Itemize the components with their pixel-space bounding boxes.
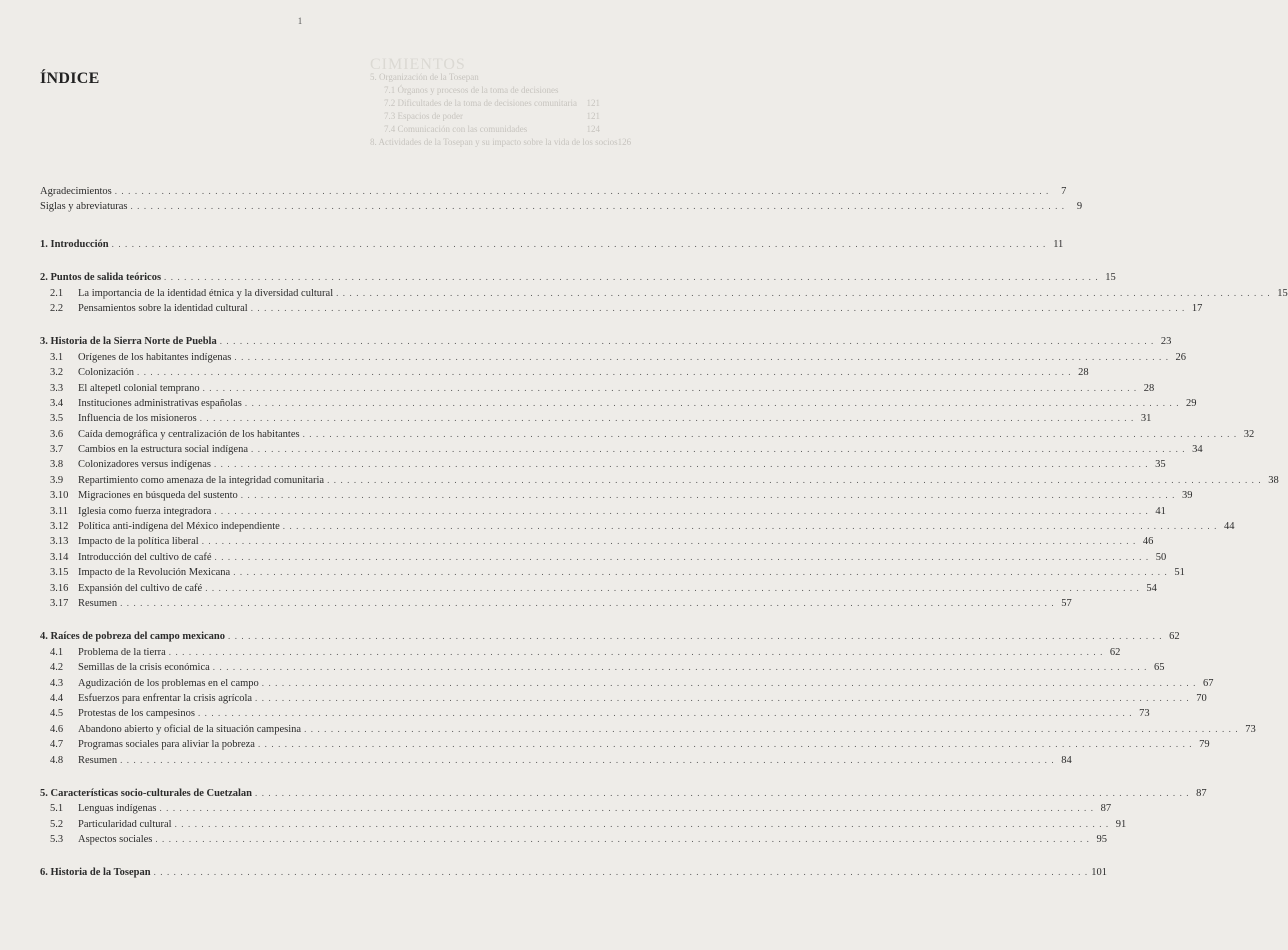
section-entry — [40, 442, 1203, 457]
dot-leader: . . . . . . . . . . . . . . . . . . . . . . . . . . . . . . . . . . . . . . . . . . . . . . . . . . . . . . . . . . . . . . . . . . . . . . . . . . . . . . . . . . . . . . . . . . . . . . . . . . . . . . . . . . . . . . . . . . . . . . . . . . . . . . . . . . . . . . . . . . . . — [250, 302, 1186, 313]
entry-label: 2. Puntos de salida teóricos — [40, 272, 162, 284]
section-number: 3.16 — [50, 582, 69, 594]
dot-leader: . . . . . . . . . . . . . . . . . . . . . . . . . . . . . . . . . . . . . . . . . . . . . . . . . . . . . . . . . . . . . . . . . . . . . . . . . . . . . . . . . . . . . . . . . . . . . . . . . . . . . . . . . . . . . . . . . . . . . . . . . . . . . . . . . . . . . . . . . . . . — [214, 505, 1149, 516]
page-number-ref: 46 — [1142, 536, 1154, 548]
entry-label: Iglesia como fuerza integradora — [78, 505, 212, 517]
page-number-ref: 29 — [1186, 397, 1197, 409]
bleed-through-heading: CIMIENTOS — [370, 56, 466, 73]
page-number-ref: 28 — [1078, 367, 1089, 379]
section-number: 4.7 — [50, 739, 64, 751]
section-number: 3.17 — [50, 597, 69, 609]
page-number-ref: 62 — [1109, 646, 1121, 658]
section-entry — [40, 381, 1155, 396]
section-number: 5.1 — [50, 803, 64, 815]
chapter-entry — [40, 865, 1107, 880]
page-number-ref: 87 — [1196, 787, 1207, 799]
section-entry — [40, 817, 1127, 832]
bleed-through-line-text: 5. Organización de la Tosepan — [370, 72, 479, 82]
dot-leader: . . . . . . . . . . . . . . . . . . . . . . . . . . . . . . . . . . . . . . . . . . . . . . . . . . . . . . . . . . . . . . . . . . . . . . . . . . . . . . . . . . . . . . . . . . . . . . . . . . . . . . . . . . . . . . . . . . . . . . . . . . . . . . . . . . . . . . . . . . . . — [153, 867, 1089, 878]
section-number: 3.4 — [50, 397, 64, 409]
section-spacer — [40, 847, 541, 865]
page-number-ref: 26 — [1175, 351, 1187, 363]
section-number: 3.9 — [50, 474, 64, 486]
table-of-contents — [40, 184, 1288, 881]
section-entry — [40, 596, 1072, 611]
page-number-ref: 44 — [1223, 521, 1235, 533]
page-number-ref: 32 — [1243, 428, 1255, 440]
dot-leader: . . . . . . . . . . . . . . . . . . . . . . . . . . . . . . . . . . . . . . . . . . . . . . . . . . . . . . . . . . . . . . . . . . . . . . . . . . . . . . . . . . . . . . . . . . . . . . . . . . . . . . . . . . . . . . . . . . . . . . . . . . . . . . . . . . . . . . . . . . . . — [244, 397, 1180, 408]
bleed-through-line — [370, 97, 600, 110]
section-entry — [40, 534, 1154, 549]
section-entry — [40, 411, 1152, 426]
chapter-entry — [40, 237, 1064, 252]
bleed-through-line-text: 7.4 Comunicación con las comunidades — [384, 124, 528, 134]
bleed-through-text — [370, 56, 632, 149]
entry-label: La importancia de la identidad étnica y la diversidad cultural — [78, 287, 334, 299]
dot-leader: . . . . . . . . . . . . . . . . . . . . . . . . . . . . . . . . . . . . . . . . . . . . . . . . . . . . . . . . . . . . . . . . . . . . . . . . . . . . . . . . . . . . . . . . . . . . . . . . . . . . . . . . . . . . . . . . . . . . . . . . . . . . . . . . . . . . . . . . . . . . — [219, 336, 1155, 347]
dot-leader: . . . . . . . . . . . . . . . . . . . . . . . . . . . . . . . . . . . . . . . . . . . . . . . . . . . . . . . . . . . . . . . . . . . . . . . . . . . . . . . . . . . . . . . . . . . . . . . . . . . . . . . . . . . . . . . . . . . . . . . . . . . . . . . . . . . . . . . . . . . . — [174, 818, 1110, 829]
entry-label: Siglas y abreviaturas — [40, 201, 128, 213]
bleed-through-line — [370, 123, 600, 136]
entry-label: Instituciones administrativas españolas — [78, 397, 242, 409]
dot-leader: . . . . . . . . . . . . . . . . . . . . . . . . . . . . . . . . . . . . . . . . . . . . . . . . . . . . . . . . . . . . . . . . . . . . . . . . . . . . . . . . . . . . . . . . . . . . . . . . . . . . . . . . . . . . . . . . . . . . . . . . . . . . . . . . . . . . . . . . . . . . — [255, 787, 1190, 798]
page-number-ref: 15 — [1277, 287, 1288, 299]
section-entry — [40, 286, 1288, 301]
entry-label: Impacto de la Revolución Mexicana — [78, 567, 231, 579]
page-number-ref: 84 — [1061, 754, 1072, 766]
entry-label: Problema de la tierra — [78, 646, 166, 658]
page-number-ref: 65 — [1153, 662, 1165, 674]
section-number: 3.3 — [50, 382, 64, 394]
bleed-through-line-text: 7.3 Espacios de poder — [384, 111, 463, 121]
entry-label: 3. Historia de la Sierra Norte de Puebla — [40, 336, 217, 348]
dot-leader: . . . . . . . . . . . . . . . . . . . . . . . . . . . . . . . . . . . . . . . . . . . . . . . . . . . . . . . . . . . . . . . . . . . . . . . . . . . . . . . . . . . . . . . . . . . . . . . . . . . . . . . . . . . . . . . . . . . . . . . . . . . . . . . . . . . . . . . . . . . . — [228, 631, 1163, 642]
dot-leader: . . . . . . . . . . . . . . . . . . . . . . . . . . . . . . . . . . . . . . . . . . . . . . . . . . . . . . . . . . . . . . . . . . . . . . . . . . . . . . . . . . . . . . . . . . . . . . . . . . . . . . . . . . . . . . . . . . . . . . . . . . . . . . . . . . . . . . . . . . . . — [257, 739, 1193, 750]
page-number-ref: 54 — [1146, 582, 1157, 594]
dot-leader: . . . . . . . . . . . . . . . . . . . . . . . . . . . . . . . . . . . . . . . . . . . . . . . . . . . . . . . . . . . . . . . . . . . . . . . . . . . . . . . . . . . . . . . . . . . . . . . . . . . . . . . . . . . . . . . . . . . . . . . . . . . . . . . . . . . . . . . . . . . . — [282, 521, 1218, 532]
section-number: 3.7 — [50, 444, 64, 456]
section-number: 3.14 — [50, 551, 69, 563]
section-number: 4.2 — [50, 662, 64, 674]
bleed-through-line-text: 7.2 Dificultades de la toma de decisiones comunitaria — [384, 98, 577, 108]
page-number: 1 — [297, 16, 303, 26]
section-spacer — [40, 611, 541, 629]
page-number-ref: 7 — [1061, 186, 1067, 197]
page-number-ref: 57 — [1061, 597, 1072, 609]
dot-leader: . . . . . . . . . . . . . . . . . . . . . . . . . . . . . . . . . . . . . . . . . . . . . . . . . . . . . . . . . . . . . . . . . . . . . . . . . . . . . . . . . . . . . . . . . . . . . . . . . . . . . . . . . . . . . . . . . . . . . . . . . . . . . . . . . . . . . . . . . . . . — [205, 582, 1140, 593]
entry-label: Migraciones en búsqueda del sustento — [78, 490, 238, 502]
section-number: 3.13 — [50, 536, 69, 548]
entry-label: Semillas de la crisis económica — [78, 662, 210, 674]
section-number: 3.6 — [50, 428, 64, 440]
section-number: 4.8 — [50, 754, 64, 766]
entry-label: Agudización de los problemas en el campo — [78, 677, 259, 689]
front-matter-entry — [40, 184, 1067, 199]
page-number-ref: 41 — [1155, 505, 1166, 517]
entry-label: Repartimiento como amenaza de la integridad comunitaria — [78, 474, 325, 486]
dot-leader: . . . . . . . . . . . . . . . . . . . . . . . . . . . . . . . . . . . . . . . . . . . . . . . . . . . . . . . . . . . . . . . . . . . . . . . . . . . . . . . . . . . . . . . . . . . . . . . . . . . . . . . . . . . . . . . . . . . . . . . . . . . . . . . . . . . . . . . . . . . . — [120, 754, 1055, 765]
page-number-ref: 9 — [1076, 201, 1083, 213]
page-number-ref: 95 — [1096, 834, 1108, 846]
dot-leader: . . . . . . . . . . . . . . . . . . . . . . . . . . . . . . . . . . . . . . . . . . . . . . . . . . . . . . . . . . . . . . . . . . . . . . . . . . . . . . . . . . . . . . . . . . . . . . . . . . . . . . . . . . . . . . . . . . . . . . . . . . . . . . . . . . . . . . . . . . . . — [164, 272, 1099, 283]
section-entry — [40, 706, 1150, 721]
dot-leader: . . . . . . . . . . . . . . . . . . . . . . . . . . . . . . . . . . . . . . . . . . . . . . . . . . . . . . . . . . . . . . . . . . . . . . . . . . . . . . . . . . . . . . . . . . . . . . . . . . . . . . . . . . . . . . . . . . . . . . . . . . . . . . . . . . . . . . . . . . . . — [212, 662, 1148, 673]
dot-leader: . . . . . . . . . . . . . . . . . . . . . . . . . . . . . . . . . . . . . . . . . . . . . . . . . . . . . . . . . . . . . . . . . . . . . . . . . . . . . . . . . . . . . . . . . . . . . . . . . . . . . . . . . . . . . . . . . . . . . . . . . . . . . . . . . . . . . . . . . . . . — [213, 459, 1149, 470]
page-number-ref: 70 — [1196, 692, 1207, 704]
section-number: 3.8 — [50, 459, 64, 471]
entry-label: Resumen — [78, 597, 118, 609]
section-number: 5.3 — [50, 834, 64, 846]
dot-leader: . . . . . . . . . . . . . . . . . . . . . . . . . . . . . . . . . . . . . . . . . . . . . . . . . . . . . . . . . . . . . . . . . . . . . . . . . . . . . . . . . . . . . . . . . . . . . . . . . . . . . . . . . . . . . . . . . . . . . . . . . . . . . . . . . . . . . . . . . . . . — [120, 597, 1055, 608]
section-entry — [40, 457, 1166, 472]
chapter-entry — [40, 786, 1207, 801]
dot-leader: . . . . . . . . . . . . . . . . . . . . . . . . . . . . . . . . . . . . . . . . . . . . . . . . . . . . . . . . . . . . . . . . . . . . . . . . . . . . . . . . . . . . . . . . . . . . . . . . . . . . . . . . . . . . . . . . . . . . . . . . . . . . . . . . . . . . . . . . . . . . — [197, 708, 1133, 719]
dot-leader: . . . . . . . . . . . . . . . . . . . . . . . . . . . . . . . . . . . . . . . . . . . . . . . . . . . . . . . . . . . . . . . . . . . . . . . . . . . . . . . . . . . . . . . . . . . . . . . . . . . . . . . . . . . . . . . . . . . . . . . . . . . . . . . . . . . . . . . . . . . . — [214, 551, 1150, 562]
page-number-ref: 73 — [1139, 708, 1150, 720]
entry-label: Pensamientos sobre la identidad cultural — [78, 302, 248, 314]
page-number-ref: 11 — [1053, 238, 1064, 250]
bleed-through-line — [370, 136, 632, 149]
entry-label: Aspectos sociales — [78, 834, 153, 846]
dot-leader: . . . . . . . . . . . . . . . . . . . . . . . . . . . . . . . . . . . . . . . . . . . . . . . . . . . . . . . . . . . . . . . . . . . . . . . . . . . . . . . . . . . . . . . . . . . . . . . . . . . . . . . . . . . . . . . . . . . . . . . . . . . . . . . . . . . . . . . . . . . . — [130, 201, 1066, 212]
entry-label: Cambios en la estructura social indígena — [78, 444, 248, 456]
section-spacer — [40, 252, 541, 270]
entry-label: 5. Características socio-culturales de Cuetzalan — [40, 787, 252, 799]
section-entry — [40, 676, 1214, 691]
entry-label: Colonizadores versus indígenas — [78, 459, 211, 471]
page-number-ref: 50 — [1155, 551, 1167, 563]
page-number-ref: 91 — [1115, 818, 1127, 830]
section-entry — [40, 519, 1235, 534]
dot-leader: . . . . . . . . . . . . . . . . . . . . . . . . . . . . . . . . . . . . . . . . . . . . . . . . . . . . . . . . . . . . . . . . . . . . . . . . . . . . . . . . . . . . . . . . . . . . . . . . . . . . . . . . . . . . . . . . . . . . . . . . . . . . . . . . . . . . . . . . . . . . — [137, 367, 1072, 378]
dot-leader: . . . . . . . . . . . . . . . . . . . . . . . . . . . . . . . . . . . . . . . . . . . . . . . . . . . . . . . . . . . . . . . . . . . . . . . . . . . . . . . . . . . . . . . . . . . . . . . . . . . . . . . . . . . . . . . . . . . . . . . . . . . . . . . . . . . . . . . . . . . . — [336, 287, 1271, 298]
bleed-through-line-page: 126 — [617, 137, 632, 147]
bleed-through-line-page: 124 — [586, 124, 600, 134]
dot-leader: . . . . . . . . . . . . . . . . . . . . . . . . . . . . . . . . . . . . . . . . . . . . . . . . . . . . . . . . . . . . . . . . . . . . . . . . . . . . . . . . . . . . . . . . . . . . . . . . . . . . . . . . . . . . . . . . . . . . . . . . . . . . . . . . . . . . . . . . . . . . — [304, 723, 1239, 734]
section-entry — [40, 753, 1072, 768]
dot-leader: . . . . . . . . . . . . . . . . . . . . . . . . . . . . . . . . . . . . . . . . . . . . . . . . . . . . . . . . . . . . . . . . . . . . . . . . . . . . . . . . . . . . . . . . . . . . . . . . . . . . . . . . . . . . . . . . . . . . . . . . . . . . . . . . . . . . . . . . . . . . — [155, 834, 1091, 845]
bleed-through-line-text: 8. Actividades de la Tosepan y su impacto sobre la vida de los socios — [370, 137, 618, 147]
section-entry — [40, 801, 1112, 816]
entry-label: Programas sociales para aliviar la pobreza — [78, 739, 255, 751]
page-number-ref: 28 — [1143, 382, 1155, 394]
section-entry — [40, 832, 1108, 847]
section-entry — [40, 350, 1187, 365]
section-entry — [40, 504, 1166, 519]
bleed-through-line — [370, 110, 600, 123]
page-number-ref: 51 — [1174, 567, 1185, 579]
entry-label: Lenguas indígenas — [78, 803, 157, 815]
section-entry — [40, 645, 1121, 660]
section-entry — [40, 691, 1207, 706]
section-number: 4.1 — [50, 646, 64, 658]
section-entry — [40, 396, 1197, 411]
page-number-ref: 38 — [1268, 474, 1279, 486]
entry-label: 4. Raíces de pobreza del campo mexicano — [40, 631, 225, 643]
section-number: 3.5 — [50, 413, 64, 425]
entry-label: Caída demográfica y centralización de los habitantes — [78, 428, 300, 440]
page-number-ref: 15 — [1105, 272, 1116, 284]
page-number-ref: 101 — [1091, 867, 1107, 879]
section-entry — [40, 488, 1193, 503]
section-number: 3.1 — [50, 351, 64, 363]
entry-label: Particularidad cultural — [78, 818, 172, 830]
entry-label: El altepetl colonial temprano — [78, 382, 200, 394]
front-matter-entry — [40, 199, 1083, 214]
entry-label: Introducción del cultivo de café — [78, 551, 212, 563]
section-number: 3.12 — [50, 521, 69, 533]
section-number: 5.2 — [50, 818, 64, 830]
dot-leader: . . . . . . . . . . . . . . . . . . . . . . . . . . . . . . . . . . . . . . . . . . . . . . . . . . . . . . . . . . . . . . . . . . . . . . . . . . . . . . . . . . . . . . . . . . . . . . . . . . . . . . . . . . . . . . . . . . . . . . . . . . . . . . . . . . . . . . . . . . . . — [202, 382, 1138, 393]
entry-label: Política anti-indígena del México independiente — [78, 521, 280, 533]
dot-leader: . . . . . . . . . . . . . . . . . . . . . . . . . . . . . . . . . . . . . . . . . . . . . . . . . . . . . . . . . . . . . . . . . . . . . . . . . . . . . . . . . . . . . . . . . . . . . . . . . . . . . . . . . . . . . . . . . . . . . . . . . . . . . . . . . . . . . . . . . . . . — [233, 567, 1168, 578]
section-entry — [40, 365, 1089, 380]
bleed-through-line-page: 121 — [586, 111, 600, 121]
section-entry — [40, 581, 1157, 596]
index-title: ÍNDICE — [40, 70, 100, 87]
dot-leader: . . . . . . . . . . . . . . . . . . . . . . . . . . . . . . . . . . . . . . . . . . . . . . . . . . . . . . . . . . . . . . . . . . . . . . . . . . . . . . . . . . . . . . . . . . . . . . . . . . . . . . . . . . . . . . . . . . . . . . . . . . . . . . . . . . . . . . . . . . . . — [240, 490, 1176, 501]
chapter-entry — [40, 629, 1180, 644]
section-number: 3.11 — [50, 505, 68, 517]
dot-leader: . . . . . . . . . . . . . . . . . . . . . . . . . . . . . . . . . . . . . . . . . . . . . . . . . . . . . . . . . . . . . . . . . . . . . . . . . . . . . . . . . . . . . . . . . . . . . . . . . . . . . . . . . . . . . . . . . . . . . . . . . . . . . . . . . . . . . . . . . . . . — [159, 803, 1095, 814]
section-number: 2.2 — [50, 302, 64, 314]
page-number-ref: 34 — [1192, 444, 1203, 456]
front-matter-list — [40, 184, 1083, 215]
section-entry — [40, 427, 1255, 442]
page-number-ref: 35 — [1155, 459, 1166, 471]
bleed-through-line-page: 121 — [586, 98, 600, 108]
section-entry — [40, 473, 1279, 488]
section-entry — [40, 722, 1256, 737]
dot-leader: . . . . . . . . . . . . . . . . . . . . . . . . . . . . . . . . . . . . . . . . . . . . . . . . . . . . . . . . . . . . . . . . . . . . . . . . . . . . . . . . . . . . . . . . . . . . . . . . . . . . . . . . . . . . . . . . . . . . . . . . . . . . . . . . . . . . . . . . . . . . — [261, 677, 1197, 688]
section-number: 4.6 — [50, 723, 64, 735]
chapter-entry — [40, 270, 1116, 285]
entry-label: Protestas de los campesinos — [78, 708, 195, 720]
entry-label: 6. Historia de la Tosepan — [40, 867, 151, 879]
bleed-through-line — [370, 84, 600, 97]
entry-label: Expansión del cultivo de café — [78, 582, 203, 594]
dot-leader: . . . . . . . . . . . . . . . . . . . . . . . . . . . . . . . . . . . . . . . . . . . . . . . . . . . . . . . . . . . . . . . . . . . . . . . . . . . . . . . . . . . . . . . . . . . . . . . . . . . . . . . . . . . . . . . . . . . . . . . . . . . . . . . . . . . . . . . . . . . . — [111, 238, 1047, 249]
section-number: 3.10 — [50, 490, 69, 502]
section-number: 2.1 — [50, 287, 64, 299]
chapter-entry — [40, 334, 1172, 349]
entry-label: 1. Introducción — [40, 238, 109, 250]
entry-label: Abandono abierto y oficial de la situación campesina — [78, 723, 302, 735]
dot-leader: . . . . . . . . . . . . . . . . . . . . . . . . . . . . . . . . . . . . . . . . . . . . . . . . . . . . . . . . . . . . . . . . . . . . . . . . . . . . . . . . . . . . . . . . . . . . . . . . . . . . . . . . . . . . . . . . . . . . . . . . . . . . . . . . . . . . . . . . . . . . — [199, 413, 1135, 424]
dot-leader: . . . . . . . . . . . . . . . . . . . . . . . . . . . . . . . . . . . . . . . . . . . . . . . . . . . . . . . . . . . . . . . . . . . . . . . . . . . . . . . . . . . . . . . . . . . . . . . . . . . . . . . . . . . . . . . . . . . . . . . . . . . . . . . . . . . . . . . . . . . . — [201, 536, 1137, 547]
section-number: 3.2 — [50, 367, 64, 379]
entry-label: Influencia de los misioneros — [78, 413, 197, 425]
section-entry — [40, 550, 1167, 565]
section-spacer — [40, 316, 541, 334]
dot-leader: . . . . . . . . . . . . . . . . . . . . . . . . . . . . . . . . . . . . . . . . . . . . . . . . . . . . . . . . . . . . . . . . . . . . . . . . . . . . . . . . . . . . . . . . . . . . . . . . . . . . . . . . . . . . . . . . . . . . . . . . . . . . . . . . . . . . . . . . . . . . — [168, 646, 1104, 657]
section-entry — [40, 301, 1203, 316]
section-number: 3.15 — [50, 567, 69, 579]
page-number-ref: 23 — [1160, 336, 1172, 348]
dot-leader: . . . . . . . . . . . . . . . . . . . . . . . . . . . . . . . . . . . . . . . . . . . . . . . . . . . . . . . . . . . . . . . . . . . . . . . . . . . . . . . . . . . . . . . . . . . . . . . . . . . . . . . . . . . . . . . . . . . . . . . . . . . . . . . . . . . . . . . . . . . . — [234, 351, 1170, 362]
page-number-ref: 87 — [1100, 803, 1112, 815]
dot-leader: . . . . . . . . . . . . . . . . . . . . . . . . . . . . . . . . . . . . . . . . . . . . . . . . . . . . . . . . . . . . . . . . . . . . . . . . . . . . . . . . . . . . . . . . . . . . . . . . . . . . . . . . . . . . . . . . . . . . . . . . . . . . . . . . . . . . . . . . . . . . — [327, 474, 1262, 485]
entry-label: Esfuerzos para enfrentar la crisis agrícola — [78, 692, 253, 704]
section-number: 4.4 — [50, 692, 64, 704]
entry-label: Colonización — [78, 367, 134, 379]
section-entry — [40, 565, 1185, 580]
entry-label: Agradecimientos — [40, 186, 112, 197]
page-number-ref: 62 — [1169, 631, 1180, 643]
entry-label: Impacto de la política liberal — [78, 536, 199, 548]
dot-leader: . . . . . . . . . . . . . . . . . . . . . . . . . . . . . . . . . . . . . . . . . . . . . . . . . . . . . . . . . . . . . . . . . . . . . . . . . . . . . . . . . . . . . . . . . . . . . . . . . . . . . . . . . . . . . . . . . . . . . . . . . . . . . . . . . . . . . . . . . . . . — [251, 444, 1186, 455]
entry-label: Orígenes de los habitantes indígenas — [78, 351, 232, 363]
page-number-ref: 73 — [1245, 723, 1256, 735]
page-number-ref: 31 — [1140, 413, 1152, 425]
section-number: 4.5 — [50, 708, 64, 720]
chapter-list — [40, 237, 1288, 881]
dot-leader: . . . . . . . . . . . . . . . . . . . . . . . . . . . . . . . . . . . . . . . . . . . . . . . . . . . . . . . . . . . . . . . . . . . . . . . . . . . . . . . . . . . . . . . . . . . . . . . . . . . . . . . . . . . . . . . . . . . . . . . . . . . . . . . . . . . . . . . . . . . . — [255, 692, 1190, 703]
entry-label: Resumen — [78, 754, 118, 766]
bleed-through-line-text: 7.1 Órganos y procesos de la toma de decisiones — [384, 85, 559, 95]
page-number-ref: 39 — [1181, 490, 1193, 502]
section-entry — [40, 737, 1210, 752]
section-spacer — [40, 768, 541, 786]
section-entry — [40, 660, 1165, 675]
page-number-ref: 17 — [1191, 302, 1203, 314]
page-number-ref: 79 — [1199, 739, 1210, 751]
page-number-ref: 67 — [1202, 677, 1214, 689]
section-number: 4.3 — [50, 677, 64, 689]
dot-leader: . . . . . . . . . . . . . . . . . . . . . . . . . . . . . . . . . . . . . . . . . . . . . . . . . . . . . . . . . . . . . . . . . . . . . . . . . . . . . . . . . . . . . . . . . . . . . . . . . . . . . . . . . . . . . . . . . . . . . . . . . . . . . . . . . . . . . . . . . . . . — [302, 428, 1238, 439]
dot-leader: . . . . . . . . . . . . . . . . . . . . . . . . . . . . . . . . . . . . . . . . . . . . . . . . . . . . . . . . . . . . . . . . . . . . . . . . . . . . . . . . . . . . . . . . . . . . . . . . . . . . . . . . . . . . . . . . . . . . . . . . . . . . . . . . . . . . . . . . . . . . — [114, 186, 1050, 196]
